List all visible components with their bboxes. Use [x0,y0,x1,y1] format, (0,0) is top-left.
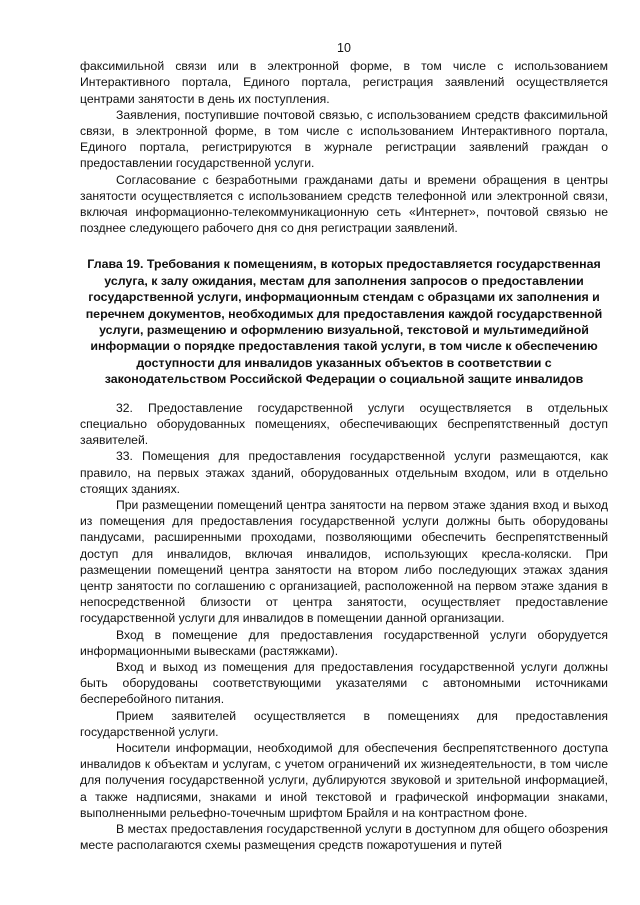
text-block-before [80,58,608,236]
paragraph-item-32: 32. Предоставление государственной услуги осуществляется в отдельных специально оборудованных помещениях, обеспечивающих беспрепятственный доступ заявителей. [80,400,608,448]
paragraph: При размещении помещений центра занятости на первом этаже здания вход и выход из помещения для предоставления государственной услуги должны быть оборудованы пандусами, расширенными проходами, позволяющими обеспечить беспрепятственный доступ для инвалидов, включая инвалидов, использующих кресла-коляски. При размещении помещений центра занятости на втором либо последующих этажах здания центр занятости по соглашению с организацией, расположенной на первом этаже здания в непосредственной близости от центра занятости, осуществляет предоставление государственной услуги для инвалидов в помещении данной организации. [80,497,608,626]
paragraph: Вход и выход из помещения для предоставления государственной услуги должны быть оборудованы соответствующими указателями с автономными источниками бесперебойного питания. [80,659,608,707]
text-block-after [80,400,608,854]
paragraph: Согласование с безработными гражданами даты и времени обращения в центры занятости осуществляется с использованием средств телефонной или электронной связи, включая информационно-телекоммуникационную сеть «Интернет», почтовой связью не позднее следующего рабочего дня со дня регистрации заявлений. [80,172,608,236]
document-page [80,40,608,853]
paragraph: Носители информации, необходимой для обеспечения беспрепятственного доступа инвалидов к объектам и услугам, с учетом ограничений их жизнедеятельности, в том числе для получения государственной услуги, дублируются звуковой и зрительной информацией, а также надписями, знаками и иной текстовой и графической информации знаками, выполненными рельефно-точечным шрифтом Брайля и на контрастном фоне. [80,740,608,820]
paragraph: Прием заявителей осуществляется в помещениях для предоставления государственной услуги. [80,708,608,739]
chapter-heading: Глава 19. Требования к помещениям, в которых предоставляется государственная услуга, к залу ожидания, местам для заполнения запросов о предоставлении государственной услуги, информационным стендам с образцами их заполнения и перечнем документов, необходимых для предоставления каждой государственной услуги, размещению и оформлению визуальной, текстовой и мультимедийной информации о порядке предоставления такой услуги, в том числе к обеспечению доступности для инвалидов указанных объектов в соответствии с законодательством Российской Федерации о социальной защите инвалидов [85,257,603,387]
paragraph: Заявления, поступившие почтовой связью, с использованием средств факсимильной связи, в электронной форме, в том числе с использованием Интерактивного портала, Единого портала, регистрируются в журнале регистрации заявлений граждан о предоставлении государственной услуги. [80,107,608,171]
paragraph-item-33: 33. Помещения для предоставления государственной услуги размещаются, как правило, на первых этажах зданий, оборудованных отдельным входом, или в отдельно стоящих зданиях. [80,449,608,496]
paragraph: В местах предоставления государственной услуги в доступном для общего обозрения месте располагаются схемы размещения средств пожаротушения и путей [80,821,608,853]
paragraph: Вход в помещение для предоставления государственной услуги оборудуется информационными вывесками (растяжками). [80,627,608,658]
paragraph: факсимильной связи или в электронной форме, в том числе с использованием Интерактивного портала, Единого портала, регистрация заявлений осуществляется центрами занятости в день их поступления. [80,59,608,106]
page-number: 10 [337,41,351,55]
